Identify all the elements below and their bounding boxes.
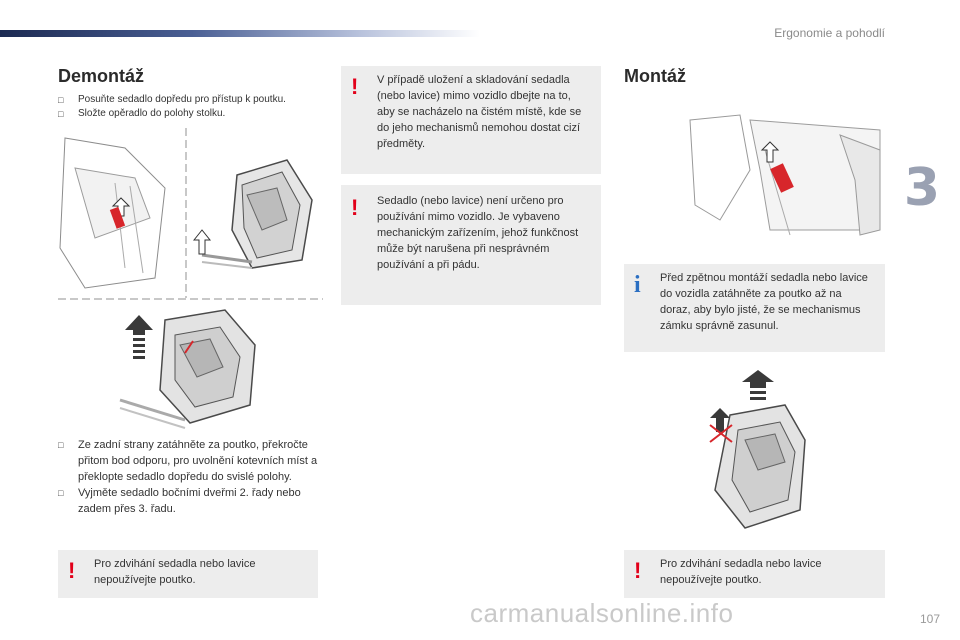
up-arrow-icon <box>742 370 774 388</box>
square-bullet-icon: □ <box>58 95 64 105</box>
figure-divider-vertical <box>180 128 192 298</box>
square-bullet-icon: □ <box>58 488 64 498</box>
exclamation-warning-icon: ! <box>351 74 359 99</box>
square-bullet-icon: □ <box>58 440 64 450</box>
folded-seat-figure <box>192 150 322 280</box>
demontaz-title: Demontáž <box>58 66 145 86</box>
demontaz-steps-top <box>58 93 328 121</box>
exclamation-warning-icon: ! <box>634 558 642 583</box>
info-box-mounting <box>624 264 885 352</box>
figure-divider-horizontal <box>58 294 323 304</box>
warning-box-usage <box>341 185 601 305</box>
chapter-number: 3 <box>903 158 940 218</box>
list-item <box>58 485 318 517</box>
watermark: carmanualsonline.info <box>470 598 734 628</box>
warning-text: Sedadlo (nebo lavice) není určeno pro používání mimo vozidlo. Je vybaveno mechanickým zařízením, jehož funkčnost může být narušena při nesprávném používání a při pádu. <box>377 195 579 271</box>
seat-lowering-figure <box>690 370 820 535</box>
list-item <box>58 437 318 485</box>
seat-strap-figure <box>55 128 185 298</box>
warning-box-left <box>58 550 318 598</box>
list-item <box>58 93 328 107</box>
warning-box-right <box>624 550 885 598</box>
lifted-seat-figure <box>115 305 275 435</box>
list-item <box>58 107 328 121</box>
square-bullet-icon: □ <box>58 109 64 119</box>
step-text: Vyjměte sedadlo bočními dveřmi 2. řady nebo zadem přes 3. řadu. <box>78 487 301 515</box>
demontaz-steps-bottom <box>58 437 318 517</box>
page-number: 107 <box>919 612 940 626</box>
exclamation-warning-icon: ! <box>351 195 359 220</box>
header-accent-bar <box>0 30 480 37</box>
step-text: Ze zadní strany zatáhněte za poutko, překročte přitom bod odporu, pro uvolnění kotevních míst a překlopte sedadlo dopředu do svislé polohy. <box>78 439 318 483</box>
warning-text: V případě uložení a skladování sedadla (nebo lavice) mimo vozidlo dbejte na to, aby se nacházelo na čistém místě, kde se do jeho mechanismů nemohou dostat cizí předměty. <box>377 74 582 150</box>
step-text: Složte opěradlo do polohy stolku. <box>78 108 226 119</box>
montaz-title: Montáž <box>624 66 686 86</box>
seat-mounting-figure <box>680 110 885 245</box>
info-icon: i <box>634 272 641 298</box>
warning-box-storage <box>341 66 601 174</box>
up-arrow-icon <box>194 230 210 254</box>
exclamation-warning-icon: ! <box>68 558 76 583</box>
warning-text: Pro zdvihání sedadla nebo lavice nepoužívejte poutko. <box>660 558 822 586</box>
step-text: Posuňte sedadlo dopředu pro přístup k poutku. <box>78 94 286 105</box>
up-arrow-icon <box>125 315 153 335</box>
section-header-title: Ergonomie a pohodlí <box>774 26 885 40</box>
info-text: Před zpětnou montáží sedadla nebo lavice do vozidla zatáhněte za poutko až na doraz, aby bylo jisté, že se mechanismus zámku správně zasunul. <box>660 272 868 332</box>
warning-text: Pro zdvihání sedadla nebo lavice nepoužívejte poutko. <box>94 558 256 586</box>
